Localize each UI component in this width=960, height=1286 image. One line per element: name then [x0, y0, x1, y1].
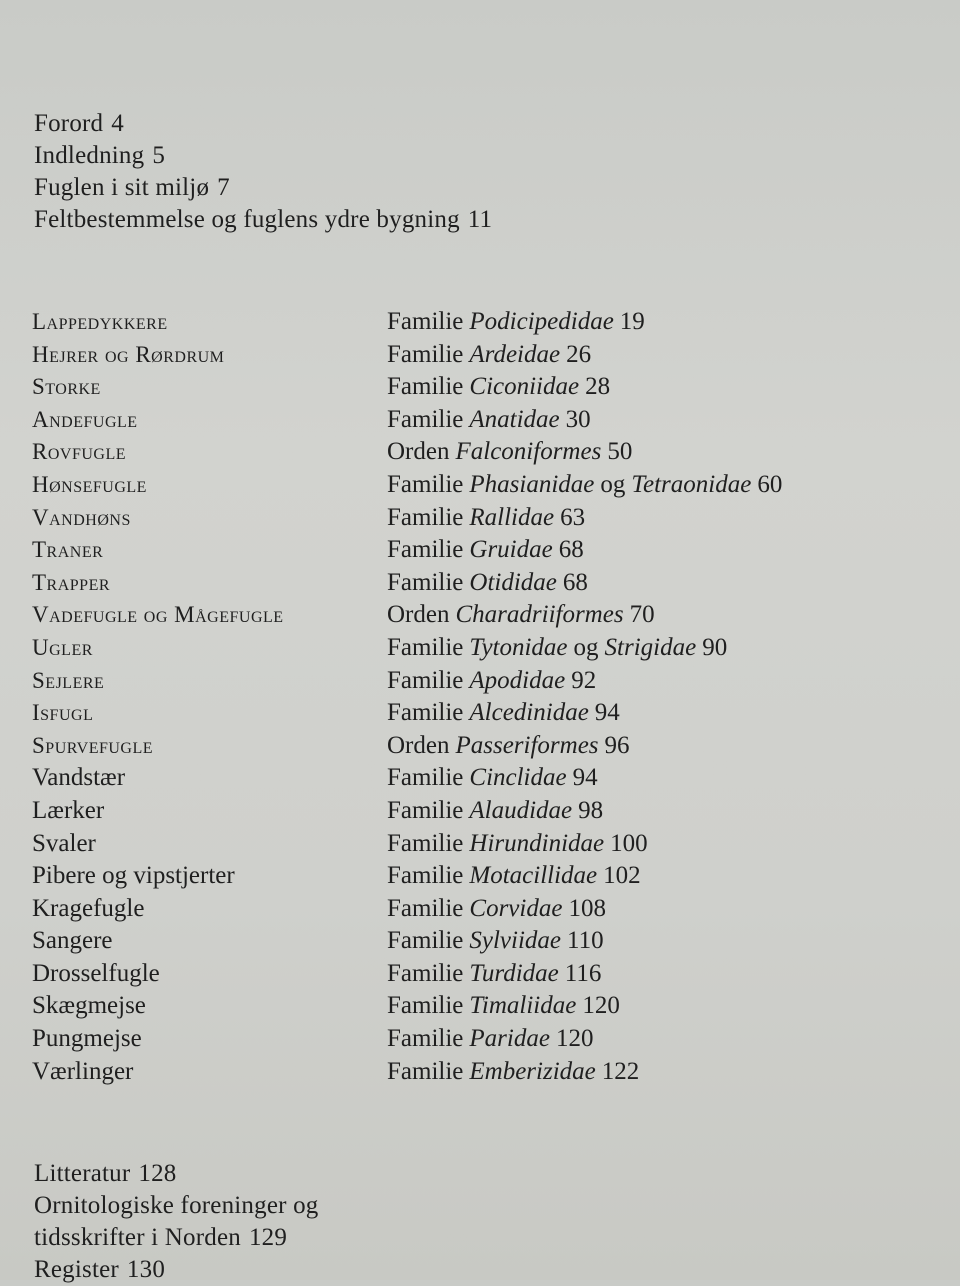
toc-group-name: Ugler — [32, 634, 93, 660]
toc-row — [32, 371, 932, 404]
toc-rank: Familie — [387, 340, 464, 368]
toc-latin-name: Turdidae — [469, 959, 559, 987]
toc-latin-name: Phasianidae — [469, 470, 595, 498]
back-matter-entry — [34, 1190, 319, 1222]
entry-page: 11 — [467, 206, 493, 233]
toc-page-number: 96 — [604, 731, 630, 759]
toc-rank: Familie — [387, 829, 464, 857]
toc-page-number: 30 — [565, 405, 591, 433]
toc-row — [32, 436, 932, 469]
toc-taxon — [387, 860, 641, 892]
toc-page-number: 94 — [594, 699, 620, 727]
toc-row — [32, 828, 932, 861]
front-matter-entry — [34, 172, 492, 204]
toc-taxon — [387, 502, 585, 534]
toc-page-number: 116 — [564, 959, 602, 987]
toc-rank: Familie — [387, 894, 464, 922]
toc-page-number: 90 — [702, 633, 728, 661]
toc-group-name: Isfugl — [32, 700, 94, 726]
entry-title: Fuglen i sit miljø — [34, 174, 210, 201]
toc-latin-name: Ciconiidae — [469, 373, 580, 401]
entry-title: Forord — [34, 110, 104, 137]
toc-page-number: 92 — [571, 666, 597, 694]
toc-latin-name: Sylviidae — [469, 927, 562, 955]
toc-group-name: Hejrer og Rørdrum — [32, 341, 225, 367]
toc-group-name: Sangere — [32, 927, 113, 955]
toc-rank: Familie — [387, 633, 464, 661]
toc-latin-name: Anatidae — [469, 405, 560, 433]
toc-page-number: 108 — [568, 894, 606, 922]
toc-group-name: Pungmejse — [32, 1025, 142, 1053]
toc-group-name: Sejlere — [32, 667, 105, 693]
toc-row — [32, 567, 932, 600]
toc-row — [32, 404, 932, 437]
toc-row — [32, 1023, 932, 1056]
entry-title: Register — [34, 1256, 119, 1283]
toc-page-number: 63 — [560, 503, 586, 531]
toc-group-name: Vadefugle og Mågefugle — [32, 602, 284, 628]
toc-latin-name: Charadriiformes — [455, 601, 624, 629]
toc-row — [32, 665, 932, 698]
toc-page-number: 26 — [566, 340, 592, 368]
toc-taxon — [387, 893, 606, 925]
toc-group-name: Trapper — [32, 569, 111, 595]
toc-taxon — [387, 697, 620, 729]
toc-rank: Familie — [387, 862, 464, 890]
front-matter-entry — [34, 140, 492, 172]
toc-taxon — [387, 958, 601, 990]
toc-taxon — [387, 599, 655, 631]
toc-row — [32, 860, 932, 893]
toc-taxon — [387, 306, 645, 338]
toc-row — [32, 925, 932, 958]
toc-page-number: 50 — [607, 438, 633, 466]
toc-latin-name: Tetraonidae — [631, 470, 752, 498]
toc-rank: Familie — [387, 959, 464, 987]
toc-conjunction: og — [600, 470, 626, 498]
toc-latin-name: Alcedinidae — [469, 699, 589, 727]
toc-taxon — [387, 339, 591, 371]
toc-page-number: 102 — [603, 862, 641, 890]
toc-rank: Familie — [387, 536, 464, 564]
toc-page-number: 60 — [757, 470, 783, 498]
toc-taxon — [387, 469, 782, 501]
toc-rank: Familie — [387, 666, 464, 694]
entry-page: 128 — [138, 1160, 177, 1187]
entry-page: 5 — [152, 142, 166, 169]
toc-rank: Familie — [387, 405, 464, 433]
toc-group-name: Vandstær — [32, 764, 126, 792]
toc-group-name: Værlinger — [32, 1057, 134, 1085]
toc-latin-name: Timaliidae — [469, 992, 577, 1020]
toc-group-name: Kragefugle — [32, 894, 145, 922]
front-matter-entry — [34, 108, 492, 140]
toc-latin-name: Falconiformes — [455, 438, 602, 466]
toc-page-number: 68 — [558, 536, 584, 564]
toc-row — [32, 599, 932, 632]
toc-page-number: 98 — [578, 796, 604, 824]
toc-latin-name: Otididae — [469, 568, 557, 596]
entry-page: 7 — [217, 174, 230, 201]
toc-rank: Orden — [387, 438, 450, 466]
toc-taxon — [387, 567, 588, 599]
toc-row — [32, 632, 932, 665]
toc-page-number: 120 — [582, 992, 620, 1020]
back-matter-entry — [34, 1158, 319, 1190]
toc-rank: Familie — [387, 568, 464, 596]
toc-latin-name: Strigidae — [604, 633, 697, 661]
toc-latin-name: Alaudidae — [469, 796, 573, 824]
toc-page-number: 28 — [585, 373, 611, 401]
toc-rank: Familie — [387, 764, 464, 792]
toc-rank: Familie — [387, 470, 464, 498]
toc-group-name: Traner — [32, 537, 104, 563]
toc-rank: Familie — [387, 503, 464, 531]
toc-rank: Familie — [387, 1057, 464, 1085]
front-matter-list — [34, 108, 492, 236]
toc-row — [32, 990, 932, 1023]
toc-taxon — [387, 371, 610, 403]
toc-taxon — [387, 534, 584, 566]
toc-latin-name: Tytonidae — [469, 633, 568, 661]
toc-taxon — [387, 762, 598, 794]
toc-latin-name: Podicipedidae — [469, 308, 614, 335]
toc-group-name: Drosselfugle — [32, 959, 160, 987]
toc-row — [32, 697, 932, 730]
toc-page-number: 19 — [619, 308, 645, 335]
toc-taxon — [387, 632, 727, 664]
toc-taxon — [387, 925, 604, 957]
toc-rank: Orden — [387, 731, 450, 759]
toc-latin-name: Corvidae — [469, 894, 563, 922]
toc-row — [32, 469, 932, 502]
toc-page-number: 122 — [601, 1057, 640, 1085]
toc-page-number: 120 — [555, 1025, 594, 1053]
toc-row — [32, 306, 932, 339]
entry-title: Ornitologiske foreninger og — [34, 1192, 319, 1219]
toc-rank: Familie — [387, 308, 464, 335]
toc-conjunction: og — [573, 633, 599, 661]
toc-taxon — [387, 665, 596, 697]
toc-group-name: Lærker — [32, 796, 105, 824]
back-matter-entry — [34, 1254, 319, 1286]
toc-rank: Familie — [387, 1025, 464, 1053]
toc-taxon — [387, 436, 632, 468]
toc-rank: Familie — [387, 992, 464, 1020]
toc-group-name: Hønsefugle — [32, 471, 147, 497]
toc-row — [32, 762, 932, 795]
toc-latin-name: Passeriformes — [455, 731, 599, 759]
toc-latin-name: Apodidae — [469, 666, 566, 694]
toc-taxon — [387, 795, 603, 827]
entry-title: Litteratur — [34, 1160, 131, 1187]
toc-latin-name: Gruidae — [469, 536, 553, 564]
toc-group-name: Storke — [32, 374, 101, 400]
entry-title: Feltbestemmelse og fuglens ydre bygning — [34, 206, 460, 233]
toc-row — [32, 502, 932, 535]
toc-taxon — [387, 990, 620, 1022]
toc-row — [32, 534, 932, 567]
toc-page-number: 68 — [562, 568, 588, 596]
toc-group-name: Pibere og vipstjerter — [32, 862, 235, 890]
toc-row — [32, 339, 932, 372]
toc-rank: Familie — [387, 699, 464, 727]
entry-title: tidsskrifter i Norden — [34, 1224, 241, 1251]
toc-group-name: Skægmejse — [32, 992, 146, 1020]
entry-page: 130 — [126, 1256, 166, 1283]
back-matter-entry — [34, 1222, 319, 1254]
toc-latin-name: Paridae — [469, 1025, 550, 1053]
toc-latin-name: Hirundinidae — [469, 829, 605, 857]
toc-latin-name: Emberizidae — [469, 1057, 596, 1085]
toc-rank: Familie — [387, 927, 464, 955]
toc-row — [32, 958, 932, 991]
toc-latin-name: Motacillidae — [469, 862, 598, 890]
entry-page: 4 — [111, 110, 124, 137]
toc-rank: Orden — [387, 601, 450, 629]
toc-group-name: Spurvefugle — [32, 732, 154, 758]
toc-group-name: Lappedykkere — [32, 309, 168, 334]
toc-page-number: 70 — [629, 601, 655, 629]
toc-latin-name: Cinclidae — [469, 764, 567, 792]
entry-page: 129 — [248, 1224, 288, 1251]
toc-page-number: 110 — [567, 927, 604, 955]
front-matter-entry — [34, 204, 492, 236]
toc-page-number: 100 — [610, 829, 648, 857]
toc-latin-name: Rallidae — [469, 503, 555, 531]
toc-latin-name: Ardeidae — [469, 340, 561, 368]
toc-rank: Familie — [387, 796, 464, 824]
toc-page-number: 94 — [572, 764, 598, 792]
toc-row — [32, 893, 932, 926]
toc-row — [32, 795, 932, 828]
toc-row — [32, 1056, 932, 1089]
toc-taxon — [387, 1056, 639, 1088]
toc-group-name: Rovfugle — [32, 439, 127, 465]
toc-group-name: Vandhøns — [32, 504, 131, 530]
table-of-contents — [32, 306, 932, 1088]
toc-taxon — [387, 404, 591, 436]
toc-group-name: Svaler — [32, 829, 96, 857]
toc-taxon — [387, 828, 648, 860]
toc-taxon — [387, 1023, 593, 1055]
toc-group-name: Andefugle — [32, 406, 138, 432]
entry-title: Indledning — [34, 142, 145, 169]
toc-taxon — [387, 730, 630, 762]
toc-row — [32, 730, 932, 763]
toc-rank: Familie — [387, 373, 464, 401]
back-matter-list — [34, 1158, 319, 1286]
